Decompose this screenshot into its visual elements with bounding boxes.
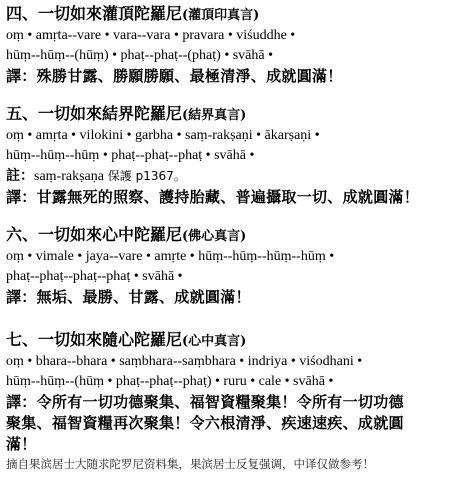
mantra-line: oṃ • bhara--bhara • saṃbhara--saṃbhara • indriya • viśodhani • <box>6 354 363 369</box>
section-6 <box>6 225 444 308</box>
section-title-text: 五、一切如來結界陀羅尼 <box>6 104 183 123</box>
mantra-line: hūṃ--hūṃ--(hūṃ) • phaṭ--phaṭ--(phaṭ) • svāhā • <box>6 48 274 63</box>
note-reference: 保護 p1367。 <box>103 169 186 183</box>
section-4 <box>6 4 444 87</box>
translation-line: 滿！ <box>6 435 37 453</box>
note-text: saṃ-rakṣaṇa <box>34 169 104 184</box>
section-title <box>6 330 444 352</box>
section-title <box>6 104 444 126</box>
section-subtitle: (心中真言) <box>182 334 247 349</box>
spacer <box>6 308 444 330</box>
section-subtitle: (結界真言) <box>182 108 247 123</box>
translation-line: 譯：殊勝甘露、勝願勝願、最極清淨、成就圓滿！ <box>6 67 343 85</box>
note-label: 註： <box>6 168 34 184</box>
mantra-line: oṃ • amṛta--vare • vara--vara • pravara • viśuddhe • <box>6 28 296 43</box>
translation-line: 譯：令所有一切功德聚集、福智資糧聚集！令所有一切功德 <box>6 393 404 411</box>
section-subtitle: (佛心真言) <box>182 229 247 244</box>
note-line <box>6 166 444 187</box>
mantra-line: oṃ • amṛta • vilokini • garbha • saṃ-rakṣaṇi • ākarṣaṇi • <box>6 128 320 143</box>
section-title-text: 六、一切如來心中陀羅尼 <box>6 225 183 244</box>
mantra-line: hūṃ--hūṃ--(hūṃ • phaṭ--phaṭ--phaṭ) • ruru • cale • svāhā • <box>6 374 334 389</box>
section-title <box>6 4 444 26</box>
section-title-text: 四、一切如來灌頂陀羅尼 <box>6 4 183 23</box>
mantra-line: hūṃ--hūṃ--hūṃ • phaṭ--phaṭ--phaṭ • svāhā • <box>6 148 255 163</box>
section-title-text: 七、一切如來隨心陀羅尼 <box>6 330 183 349</box>
spacer <box>6 208 444 225</box>
spacer <box>6 87 444 104</box>
section-7 <box>6 330 444 455</box>
translation-line: 譯：甘露無死的照察、護持胎藏、普遍攝取一切、成就圓滿！ <box>6 188 420 206</box>
section-5 <box>6 104 444 208</box>
translation-line: 聚集、福智資糧再次聚集！令六根清淨、疾速速疾、成就圓 <box>6 414 404 432</box>
section-title <box>6 225 444 247</box>
source-footer: 摘自果滨居士大随求陀罗尼资料集，果滨居士反复强调，中译仅做参考！ <box>6 457 374 471</box>
section-subtitle: (灌頂印真言) <box>182 8 260 23</box>
mantra-line: phaṭ--phaṭ--phaṭ--phaṭ • svāhā • <box>6 269 183 284</box>
mantra-line: oṃ • vimale • jaya--vare • amṛte • hūṃ--hūṃ--hūṃ--hūṃ • <box>6 249 335 264</box>
translation-line: 譯：無垢、最勝、甘露、成就圓滿！ <box>6 288 251 306</box>
